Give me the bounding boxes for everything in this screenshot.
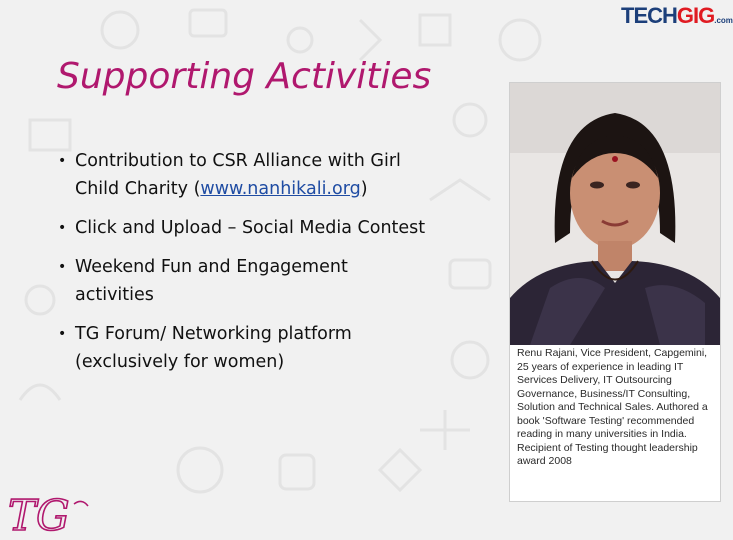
bullet-list	[58, 147, 428, 387]
profile-card	[509, 82, 721, 502]
bullet-item-weekend-fun	[58, 253, 428, 309]
bullet-text-tg-forum: TG Forum/ Networking platform (exclusively for women)	[75, 324, 352, 372]
nanhikali-link[interactable]: www.nanhikali.org	[200, 179, 361, 199]
logo-com-text: .com	[714, 16, 733, 25]
logo-gig-text: GIG	[676, 3, 715, 28]
tg-corner-logo-text: TG	[8, 491, 70, 540]
bullet-dot: •	[58, 326, 67, 342]
bullet-item-tg-forum	[58, 320, 428, 376]
techgig-logo	[621, 4, 733, 28]
bullet-text-click-upload: Click and Upload – Social Media Contest	[75, 218, 426, 238]
tg-corner-logo	[4, 490, 104, 538]
profile-photo	[510, 83, 720, 345]
bullet-dot: •	[58, 153, 67, 169]
profile-caption: Renu Rajani, Vice President, Capgemini, 25 years of experience in leading IT Services Delivery, IT Outsourcing Governance, Business/IT Consulting, Solution and Technical Sales. Authored a book 'Software Testing' recommended reading in many universities in India. Recipient of Testing thought leadership award 2008	[517, 347, 708, 467]
bullet-text-csr: Contribution to CSR Alliance with Girl Child Charity (	[75, 151, 401, 199]
bullet-item-csr	[58, 147, 428, 203]
logo-tech-text: TECH	[621, 3, 677, 28]
bullet-text-weekend-fun: Weekend Fun and Engagement activities	[75, 257, 348, 305]
bullet-text-csr-suffix: )	[360, 179, 368, 199]
bullet-dot: •	[58, 259, 67, 275]
bullet-item-click-upload	[58, 214, 428, 242]
slide-title: Supporting Activities	[57, 56, 432, 97]
bullet-dot: •	[58, 220, 67, 236]
